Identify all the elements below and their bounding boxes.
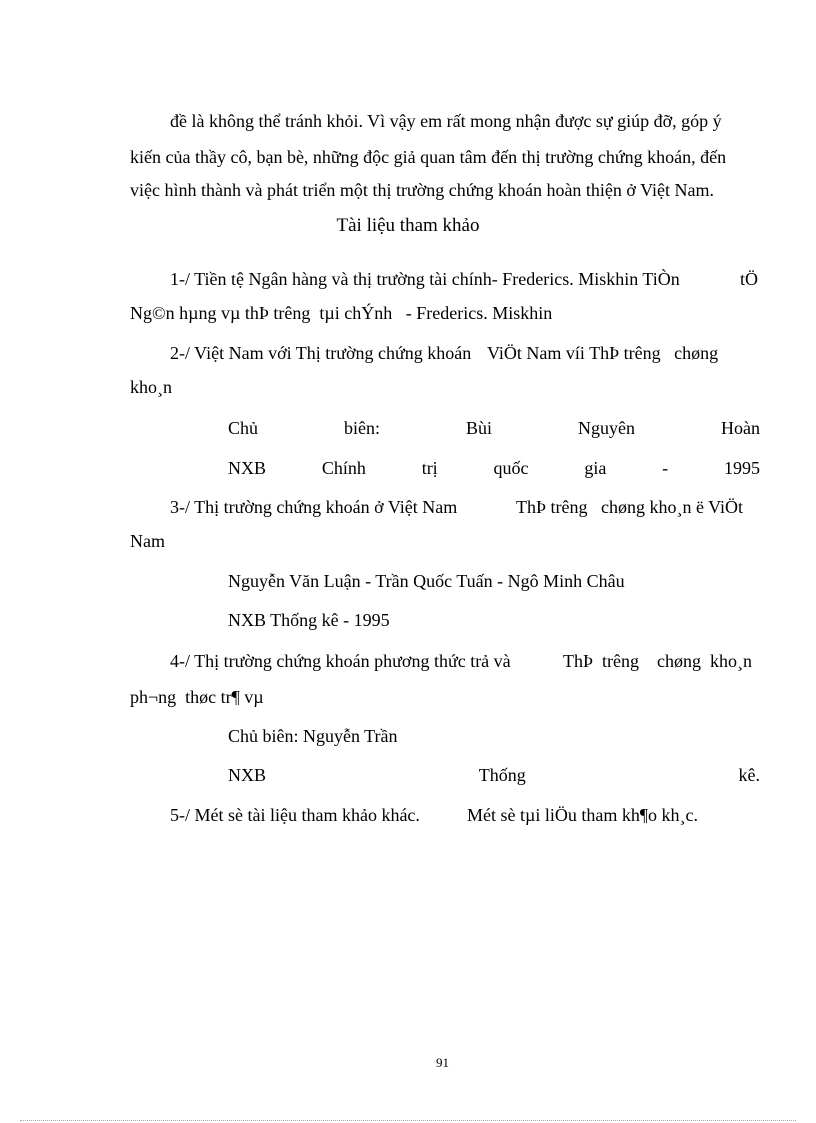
ref-authors: Nguyễn Văn Luận - Trần Quốc Tuấn - Ngô Minh Châu bbox=[228, 571, 625, 591]
word: gia bbox=[584, 458, 607, 478]
ref-text-garbled: ViÖt Nam víi ThÞ trêng chøng bbox=[487, 343, 719, 363]
intro-line: đề là không thể tránh khỏi. Vì vậy em rất mong nhận được sự giúp đỡ, góp ý bbox=[170, 111, 722, 131]
ref-text: Nam bbox=[130, 531, 165, 551]
intro-line: việc hình thành và phát triển một thị trường chứng khoán hoàn thiện ở Việt Nam. bbox=[130, 180, 715, 200]
ref-text: 1-/ Tiền tệ Ngân hàng và thị trường tài chính- Frederics. Miskhin TiÒn bbox=[170, 269, 680, 289]
ref-text: 3-/ Thị trường chứng khoán ở Việt Nam bbox=[170, 497, 458, 517]
ref-text-garbled: ThÞ trêng chøng kho¸n bbox=[563, 651, 752, 671]
word: quốc bbox=[493, 458, 529, 478]
word: biên: bbox=[344, 418, 380, 438]
word: Nguyên bbox=[577, 418, 635, 438]
ref-text: 5-/ Mét sè tài liệu tham khảo khác. bbox=[170, 805, 420, 825]
ref-editor: Chủ biên: Nguyễn Trần bbox=[228, 726, 398, 746]
word: NXB bbox=[228, 765, 267, 785]
section-title: Tài liệu tham khảo bbox=[336, 215, 480, 236]
word: - bbox=[662, 458, 669, 478]
word: Bùi bbox=[465, 418, 492, 438]
ref-publisher bbox=[228, 457, 760, 479]
ref-text-garbled: Ng©n hµng vµ thÞ trêng tµi chÝnh - Frederics. Miskhin bbox=[130, 303, 553, 323]
word: trị bbox=[421, 458, 438, 478]
page-border bbox=[20, 1120, 796, 1121]
word: Thống bbox=[478, 765, 526, 785]
word: 1995 bbox=[724, 458, 760, 478]
ref-publisher bbox=[228, 764, 760, 786]
ref-text-garbled: Mét sè tµi liÖu tham kh¶o kh¸c. bbox=[467, 805, 698, 825]
ref-text: 4-/ Thị trường chứng khoán phương thức trả và bbox=[170, 651, 511, 671]
ref-text-garbled: kho¸n bbox=[130, 377, 172, 397]
word: kê. bbox=[738, 765, 760, 785]
page-number: 91 bbox=[436, 1055, 449, 1070]
intro-line: kiến của thầy cô, bạn bè, những độc giả quan tâm đến thị trường chứng khoán, đến bbox=[130, 147, 727, 167]
ref-text-garbled: tÖ bbox=[740, 269, 758, 289]
word: NXB bbox=[228, 458, 267, 478]
word: Chính bbox=[321, 458, 366, 478]
ref-text-garbled: ThÞ trêng chøng kho¸n ë ViÖt bbox=[516, 497, 744, 517]
ref-text-garbled: ph¬ng thøc tr¶ vµ bbox=[130, 687, 264, 707]
ref-publisher: NXB Thống kê - 1995 bbox=[228, 610, 390, 630]
word: Hoàn bbox=[720, 418, 760, 438]
word: Chủ bbox=[228, 418, 259, 438]
ref-text: 2-/ Việt Nam với Thị trường chứng khoán bbox=[170, 343, 472, 363]
ref-editor bbox=[228, 417, 760, 439]
